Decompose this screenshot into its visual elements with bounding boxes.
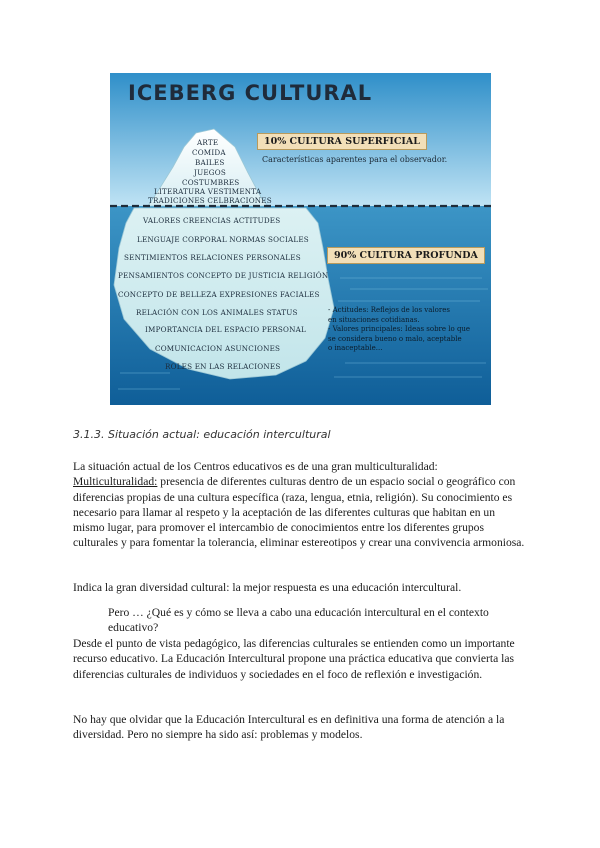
deep-item: VALORES CREENCIAS ACTITUDES [143, 216, 281, 225]
deep-item: RELACIÓN CON LOS ANIMALES STATUS [136, 308, 298, 317]
paragraph-line: La situación actual de los Centros educativos es de una gran multiculturalidad: [73, 460, 438, 473]
surface-item: LITERATURA VESTIMENTA [154, 187, 262, 196]
deep-item: PENSAMIENTOS CONCEPTO DE JUSTICIA RELIGIÓN [118, 271, 329, 280]
note-line: se considera bueno o malo, aceptable [328, 334, 462, 343]
term-multiculturalidad: Multiculturalidad: [73, 475, 158, 489]
note-line: - Actitudes: Reflejos de los valores [328, 306, 450, 314]
section-heading: 3.1.3. Situación actual: educación intercultural [73, 428, 331, 441]
surface-item: COSTUMBRES [182, 178, 240, 187]
note-line: o inaceptable... [328, 344, 383, 352]
paragraph-pedagogico: Desde el punto de vista pedagógico, las diferencias culturales se entienden como un importante recurso educativo. La Educación Intercultural propone una práctica educativa que convierta las diferencias culturales de individuos y sociedades en el foco de reflexión e investigación. [73, 637, 515, 681]
surface-item: COMIDA [192, 148, 226, 157]
deep-item: LENGUAJE CORPORAL NORMAS SOCIALES [137, 235, 309, 244]
superficial-label: 10% CULTURA SUPERFICIAL [257, 133, 427, 150]
note-line: en situaciones cotidianas. [328, 315, 420, 324]
paragraph-atencion-diversidad: No hay que olvidar que la Educación Intercultural es en definitiva una forma de atención a la diversidad. Pero no siempre ha sido así: problemas y modelos. [73, 713, 505, 742]
paragraph-multiculturalidad [73, 459, 528, 551]
deep-item: ROLES EN LAS RELACIONES [165, 362, 281, 371]
note-line: - Valores principales: Ideas sobre lo que [328, 325, 471, 333]
definition-text: presencia de diferentes culturas dentro de un espacio social o geográfico con diferencias propias de una cultura específica (raza, lengua, etnia, religión). Su conocimiento es necesario para llamar al respeto y la aceptación de las diferentes culturas que habitan en un mismo lugar, para promover el intercambio de conocimientos entre los diferentes grupos culturales y para fomentar la tolerancia, eliminar estereotipos y crear una convivencia armoniosa. [73, 475, 525, 550]
paragraph-pregunta: Pero … ¿Qué es y cómo se lleva a cabo una educación intercultural en el contexto educativo? [108, 606, 489, 635]
superficial-caption: Características aparentes para el observador. [262, 155, 448, 164]
surface-item: BAILES [195, 158, 225, 167]
figure-note [328, 306, 488, 354]
surface-item: TRADICIONES CELBRACIONES [148, 196, 272, 205]
paragraph-diversidad: Indica la gran diversidad cultural: la mejor respuesta es una educación intercultural. [73, 581, 462, 594]
deep-item: SENTIMIENTOS RELACIONES PERSONALES [124, 253, 301, 262]
surface-item: ARTE [197, 138, 219, 147]
deep-item: CONCEPTO DE BELLEZA EXPRESIONES FACIALES [118, 290, 320, 299]
figure-title: ICEBERG CULTURAL [128, 81, 373, 105]
surface-item: JUEGOS [194, 168, 226, 177]
iceberg-figure [110, 73, 491, 405]
deep-item: IMPORTANCIA DEL ESPACIO PERSONAL [145, 325, 306, 334]
profunda-label: 90% CULTURA PROFUNDA [327, 247, 485, 264]
deep-item: COMUNICACION ASUNCIONES [155, 344, 281, 353]
